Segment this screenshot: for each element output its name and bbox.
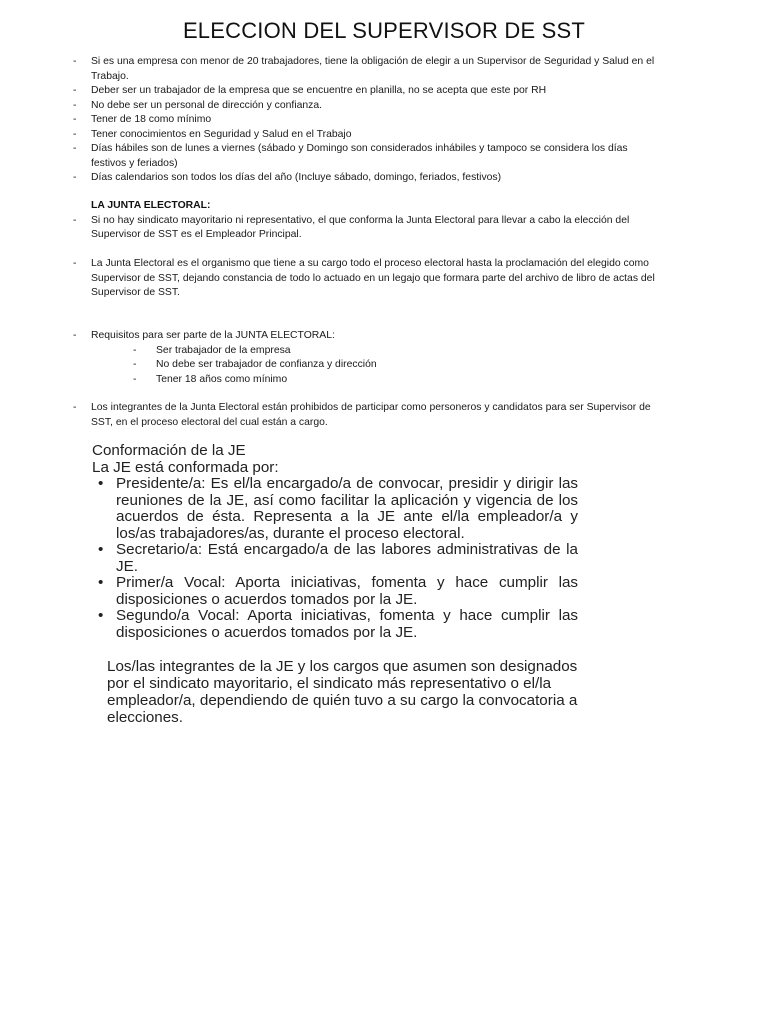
list-item-text: Si no hay sindicato mayoritario ni representativo, el que conforma la Junta Electoral para llevar a cabo la elección del Supervisor de SST es el Empleador Principal.	[91, 214, 630, 240]
list-item-text: Tener conocimientos en Seguridad y Salud en el Trabajo	[91, 128, 352, 140]
bullet-dash: -	[73, 330, 77, 341]
bullet-dash: -	[73, 85, 77, 96]
bullet-dot: •	[98, 607, 104, 624]
bullet-dash: -	[73, 172, 77, 183]
sub-list-item-text: No debe ser trabajador de confianza y dirección	[156, 359, 377, 370]
list-item-text: Tener de 18 como mínimo	[91, 114, 212, 125]
sub-list-item-text: Ser trabajador de la empresa	[156, 344, 291, 356]
bullet-dot: •	[98, 541, 104, 558]
role-item	[92, 608, 578, 641]
excerpt-subheading: La JE está conformada por:	[92, 459, 279, 476]
bullet-dash: -	[73, 128, 77, 140]
bullet-dash: -	[73, 214, 77, 226]
role-text: Primer/a Vocal: Aporta iniciativas, fomenta y hace cumplir las disposiciones o acuerdos tomados por la JE.	[116, 574, 578, 608]
requisitos-section	[0, 329, 768, 387]
bullet-dash: -	[73, 99, 77, 111]
list-item	[0, 214, 661, 243]
bullet-dash: -	[133, 359, 137, 370]
list-item-text: Si es una empresa con menor de 20 trabajadores, tiene la obligación de elegir a un Supervisor de Seguridad y Salud en el Trabajo.	[91, 56, 655, 82]
bullet-dot: •	[98, 475, 104, 492]
intro-list	[0, 55, 768, 186]
list-item	[0, 99, 661, 114]
list-item	[0, 128, 661, 143]
role-item	[92, 575, 578, 608]
list-item-text: Días hábiles son de lunes a viernes (sábado y Domingo son considerados inhábiles y tampoco se considera los días festivos y feriados)	[91, 143, 628, 169]
role-text: Segundo/a Vocal: Aporta iniciativas, fomenta y hace cumplir las disposiciones o acuerdos tomados por la JE.	[116, 607, 578, 641]
list-item	[0, 84, 661, 99]
sub-list-item	[0, 358, 768, 373]
list-item-text: Días calendarios son todos los días del año (Incluye sábado, domingo, feriados, festivos)	[91, 172, 502, 183]
list-item-text: La Junta Electoral es el organismo que tiene a su cargo todo el proceso electoral hasta la proclamación del elegido como Supervisor de SST, dejando constancia de todo lo actuado en un legajo que formara parte del archivo de libro de actas del Supervisor de SST.	[91, 258, 655, 298]
sub-list-item	[0, 344, 768, 359]
sub-list-item	[0, 373, 768, 388]
conformacion-excerpt	[92, 442, 592, 726]
sub-list-item-text: Tener 18 años como mínimo	[156, 373, 288, 385]
excerpt-heading: Conformación de la JE	[92, 442, 246, 459]
bullet-dash: -	[133, 373, 137, 385]
bullet-dash: -	[73, 143, 77, 154]
list-item	[0, 113, 661, 128]
list-item	[0, 257, 661, 301]
list-item-text: Deber ser un trabajador de la empresa que se encuentre en planilla, no se acepta que este por RH	[91, 85, 547, 96]
list-item-text: No debe ser un personal de dirección y confianza.	[91, 99, 323, 111]
role-item	[92, 476, 578, 542]
role-item	[92, 542, 578, 575]
bullet-dash: -	[73, 402, 77, 413]
list-item	[0, 401, 661, 430]
section-heading: LA JUNTA ELECTORAL:	[91, 200, 211, 211]
role-text: Presidente/a: Es el/la encargado/a de convocar, presidir y dirigir las reuniones de la JE, así como facilitar la aplicación y vigencia de los acuerdos de ésta. Representa a la JE ante el/la empleador/a y los/as trabajadores/as, durante el proceso electoral.	[116, 475, 578, 542]
list-item-text: Los integrantes de la Junta Electoral están prohibidos de participar como personeros y candidatos para ser Supervisor de SST, en el proceso electoral del cual están a cargo.	[91, 402, 651, 428]
page-title: ELECCION DEL SUPERVISOR DE SST	[182, 18, 586, 43]
bullet-dash: -	[73, 258, 77, 269]
role-text: Secretario/a: Está encargado/a de las labores administrativas de la JE.	[116, 541, 578, 575]
list-item	[0, 171, 661, 186]
list-item-text: Requisitos para ser parte de la JUNTA ELECTORAL:	[91, 330, 335, 341]
bullet-dash: -	[73, 114, 77, 125]
list-item	[0, 329, 661, 344]
list-item	[0, 55, 661, 84]
bullet-dash: -	[73, 56, 77, 67]
prohibicion-section	[0, 401, 768, 430]
bullet-dot: •	[98, 574, 104, 591]
bullet-dash: -	[133, 344, 137, 356]
junta-section	[0, 199, 768, 243]
list-item	[0, 142, 661, 171]
excerpt-note: Los/las integrantes de la JE y los cargos que asumen son designados por el sindicato mayoritario, el sindicato más representativo o el/la empleador/a, dependiendo de quién tuvo a su cargo la convocatoria a elecciones.	[107, 658, 578, 726]
junta-organismo	[0, 257, 768, 301]
